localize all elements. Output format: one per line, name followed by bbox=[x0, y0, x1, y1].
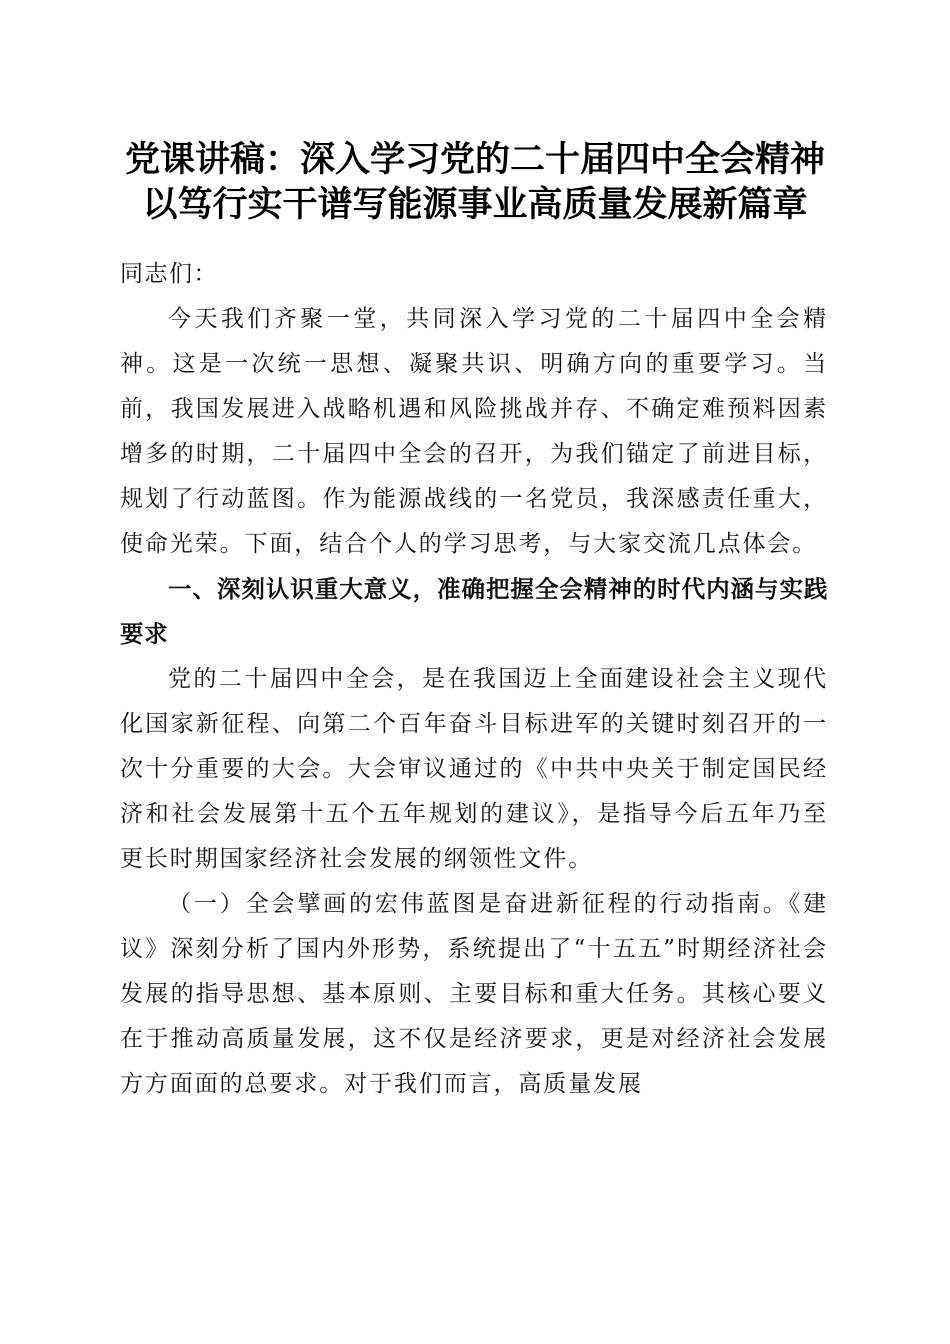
document-body bbox=[120, 252, 828, 1107]
paragraph-intro: 今天我们齐聚一堂，共同深入学习党的二十届四中全会精神。这是一次统一思想、凝聚共识、明确方向的重要学习。当前，我国发展进入战略机遇和风险挑战并存、不确定难预料因素增多的时期，二十届四中全会的召开，为我们锚定了前进目标，规划了行动蓝图。作为能源战线的一名党员，我深感责任重大，使命光荣。下面，结合个人的学习思考，与大家交流几点体会。 bbox=[120, 306, 828, 557]
paragraph-2: 党的二十届四中全会，是在我国迈上全面建设社会主义现代化国家新征程、向第二个百年奋斗目标进军的关键时刻召开的一次十分重要的大会。大会审议通过的《中共中央关于制定国民经济和社会发展第十五个五年规划的建议》，是指导今后五年乃至更长时期国家经济社会发展的纲领性文件。 bbox=[120, 666, 828, 872]
document-title-line-1: 党课讲稿：深入学习党的二十届四中全会精神 bbox=[124, 139, 825, 180]
section-heading-1: 一、深刻认识重大意义，准确把握全会精神的时代内涵与实践要求 bbox=[120, 575, 828, 648]
salutation: 同志们： bbox=[120, 261, 218, 287]
paragraph-3-text: 《建议》深刻分析了国内外形势，系统提出了“十五五”时期经济社会发展的指导思想、基本原则、主要目标和重大任务。其核心要义在于推动高质量发展，这不仅是经济要求，更是对经济社会发展方方面面的总要求。对于我们而言，高质量发展 bbox=[120, 891, 828, 1097]
paragraph-3 bbox=[120, 882, 828, 1107]
subheading-1: （一）全会擘画的宏伟蓝图是奋进新征程的行动指南。 bbox=[168, 891, 789, 917]
document-title-line-2: 以笃行实干谱写能源事业高质量发展新篇章 bbox=[142, 184, 808, 225]
